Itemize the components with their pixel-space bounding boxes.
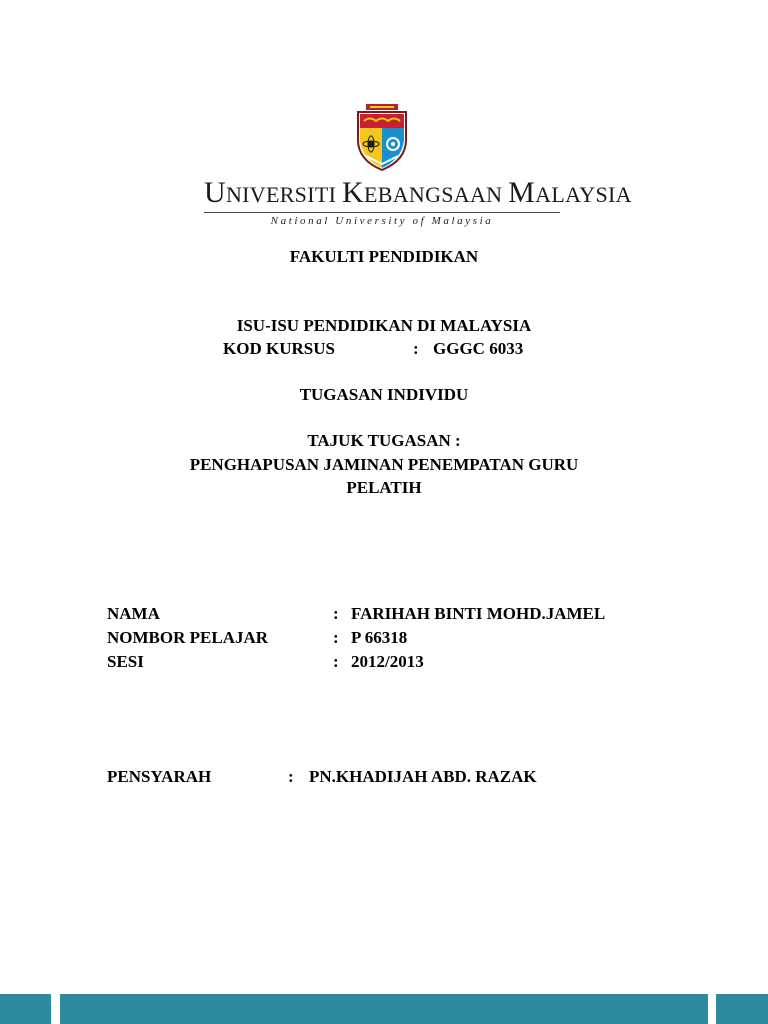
- university-name-part: MALAYSIA: [508, 176, 632, 209]
- lecturer-label: PENSYARAH: [107, 767, 212, 786]
- faculty-heading: FAKULTI PENDIDIKAN: [289, 247, 479, 266]
- footer-bar-right: [716, 994, 768, 1024]
- course-code-value: GGGC 6033: [433, 339, 524, 358]
- assignment-type: TUGASAN INDIVIDU: [299, 385, 469, 404]
- student-field-separator: :: [333, 652, 339, 671]
- topic-line-1: PENGHAPUSAN JAMINAN PENEMPATAN GURU: [189, 455, 579, 474]
- footer-bar-left: [0, 994, 51, 1024]
- lecturer-value: PN.KHADIJAH ABD. RAZAK: [309, 767, 537, 786]
- student-field-separator: :: [333, 628, 339, 647]
- university-name-part: UNIVERSITI: [204, 176, 343, 209]
- student-field-label: SESI: [107, 652, 144, 671]
- topic-label: TAJUK TUGASAN :: [307, 431, 461, 450]
- university-name-divider: [204, 212, 560, 213]
- lecturer-separator: :: [288, 767, 294, 786]
- university-name-part: KEBANGSAAN: [342, 176, 509, 209]
- student-field-separator: :: [333, 604, 339, 623]
- student-field-value: P 66318: [351, 628, 408, 647]
- course-code-label: KOD KURSUS: [223, 339, 335, 358]
- student-field-label: NOMBOR PELAJAR: [107, 628, 269, 647]
- course-title: ISU-ISU PENDIDIKAN DI MALAYSIA: [236, 316, 532, 335]
- session-row: [107, 652, 667, 674]
- lecturer-row: [107, 767, 667, 789]
- university-crest-icon: [354, 104, 410, 172]
- course-code-row: [223, 339, 553, 361]
- student-field-label: NAMA: [107, 604, 160, 623]
- topic-line-2: PELATIH: [346, 478, 422, 497]
- course-code-separator: :: [413, 339, 419, 358]
- student-field-value: 2012/2013: [351, 652, 424, 671]
- student-field-value: FARIHAH BINTI MOHD.JAMEL: [351, 604, 606, 623]
- footer-bar-center: [60, 994, 708, 1024]
- university-subtitle: National University of Malaysia: [270, 215, 494, 227]
- student-number-row: [107, 628, 667, 650]
- university-name: [204, 176, 632, 210]
- student-name-row: [107, 604, 667, 626]
